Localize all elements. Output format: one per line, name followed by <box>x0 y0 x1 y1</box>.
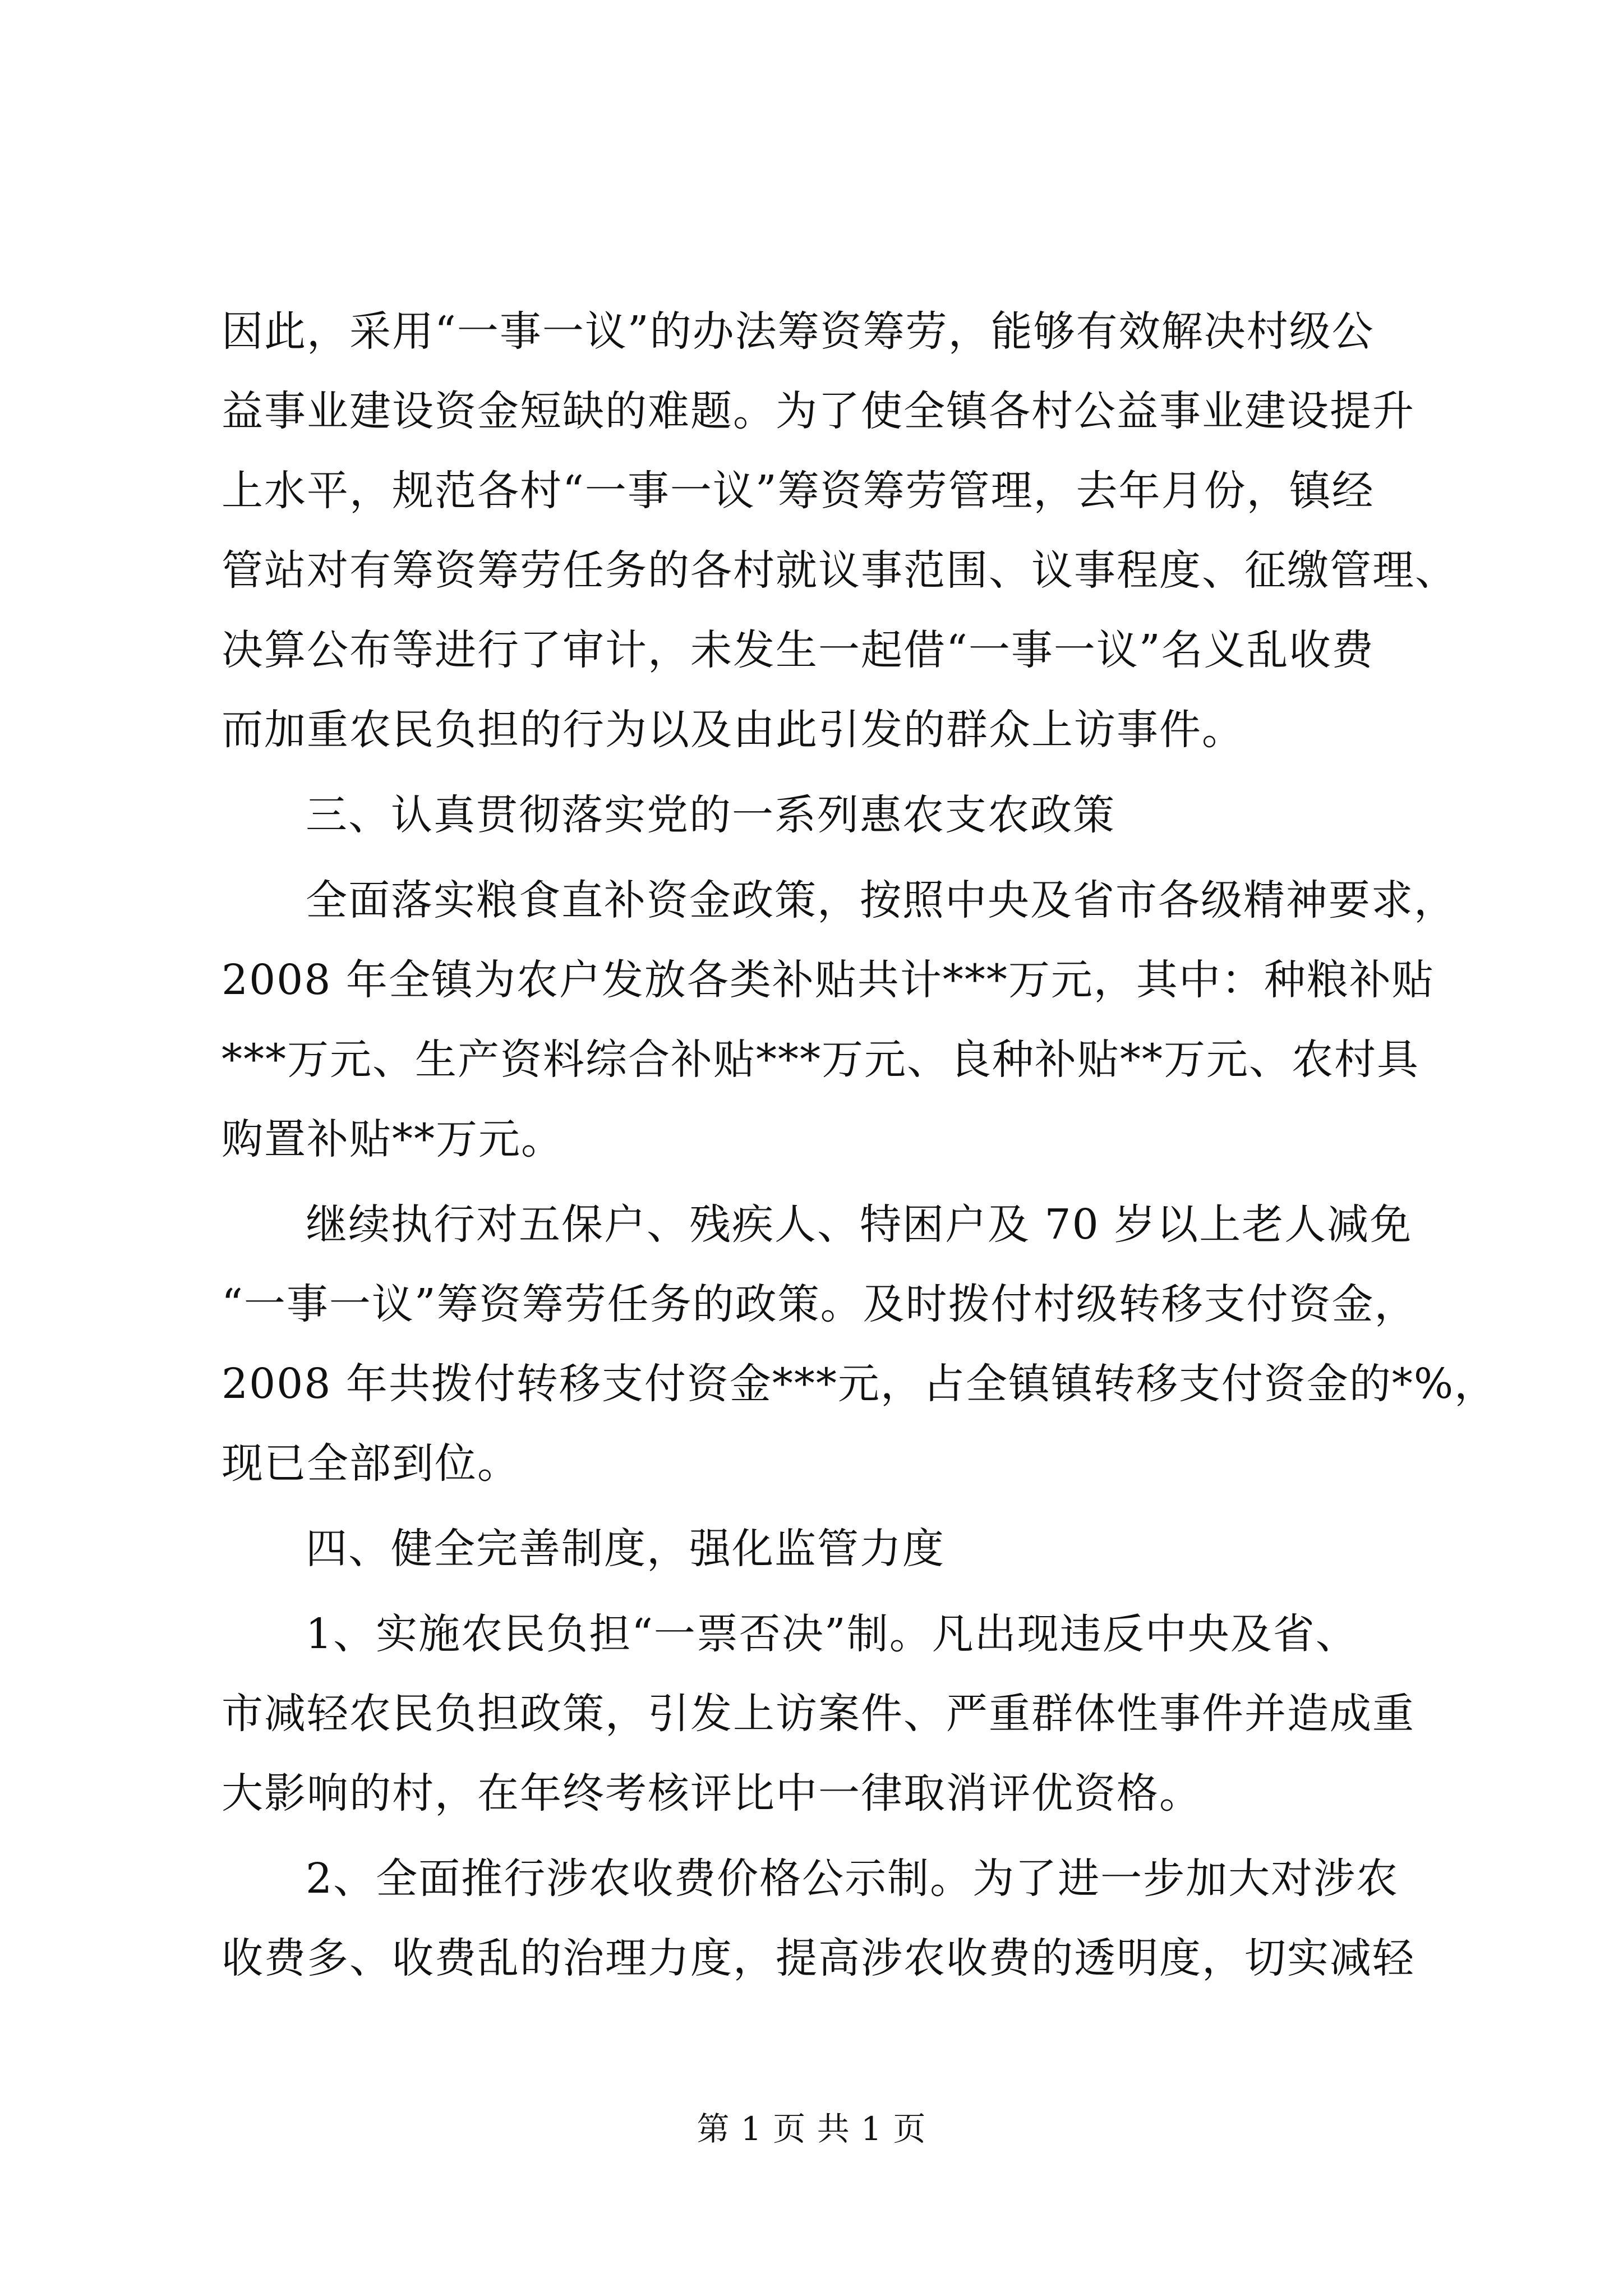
text-line: 因此，采用“一事一议”的办法筹资筹劳，能够有效解决村级公 <box>222 307 1375 356</box>
page-number: 第 1 页 共 1 页 <box>697 2110 926 2148</box>
text-line: 收费多、收费乱的治理力度，提高涉农收费的透明度，切实减轻 <box>222 1934 1415 1982</box>
text-line: 而加重农民负担的行为以及由此引发的群众上访事件。 <box>222 706 1244 754</box>
section-heading: 四、健全完善制度，强化监管力度 <box>306 1525 945 1573</box>
text-line: 全面落实粮食直补资金政策，按照中央及省市各级精神要求， <box>306 876 1456 924</box>
paragraph-gap <box>222 770 1444 775</box>
section-heading: 三、认真贯彻落实党的一系列惠农支农政策 <box>306 791 1115 839</box>
page-footer <box>0 2109 1623 2148</box>
text-line: 2008 年全镇为农户发放各类补贴共计***万元，其中：种粮补贴 <box>222 956 1435 1004</box>
document-body <box>222 292 1497 1998</box>
text-line: 1、实施农民负担“一票否决”制。凡出现违反中央及省、 <box>306 1610 1358 1658</box>
paragraph-gap <box>222 1503 1444 1509</box>
text-line: 大影响的村，在年终考核评比中一律取消评优资格。 <box>222 1769 1202 1818</box>
text-line: 购置补贴**万元。 <box>222 1115 564 1163</box>
text-line: 市减轻农民负担政策，引发上访案件、严重群体性事件并造成重 <box>222 1690 1415 1738</box>
text-line: 管站对有筹资筹劳任务的各村就议事范围、议事程度、征缴管理、 <box>222 546 1458 595</box>
text-line: “一事一议”筹资筹劳任务的政策。及时拨付村级转移支付资金， <box>222 1280 1417 1328</box>
text-line: ***万元、生产资料综合补贴***万元、良种补贴**万元、农村具 <box>222 1036 1419 1084</box>
paragraph-gap <box>222 1833 1444 1839</box>
text-line: 2008 年共拨付转移支付资金***元，占全镇镇转移支付资金的*%， <box>222 1360 1497 1408</box>
paragraph-gap <box>222 1179 1444 1185</box>
text-line: 现已全部到位。 <box>222 1439 520 1488</box>
text-line: 上水平，规范各村“一事一议”筹资筹劳管理，去年月份，镇经 <box>222 467 1375 515</box>
text-line: 2、全面推行涉农收费价格公示制。为了进一步加大对涉农 <box>306 1855 1399 1903</box>
paragraph-gap <box>222 855 1444 861</box>
paragraph-gap <box>222 1589 1444 1594</box>
text-line: 决算公布等进行了审计，未发生一起借“一事一议”名义乱收费 <box>222 626 1375 674</box>
text-line: 益事业建设资金短缺的难题。为了使全镇各村公益事业建设提升 <box>222 387 1415 435</box>
text-line: 继续执行对五保户、残疾人、特困户及 70 岁以上老人减免 <box>306 1200 1413 1249</box>
